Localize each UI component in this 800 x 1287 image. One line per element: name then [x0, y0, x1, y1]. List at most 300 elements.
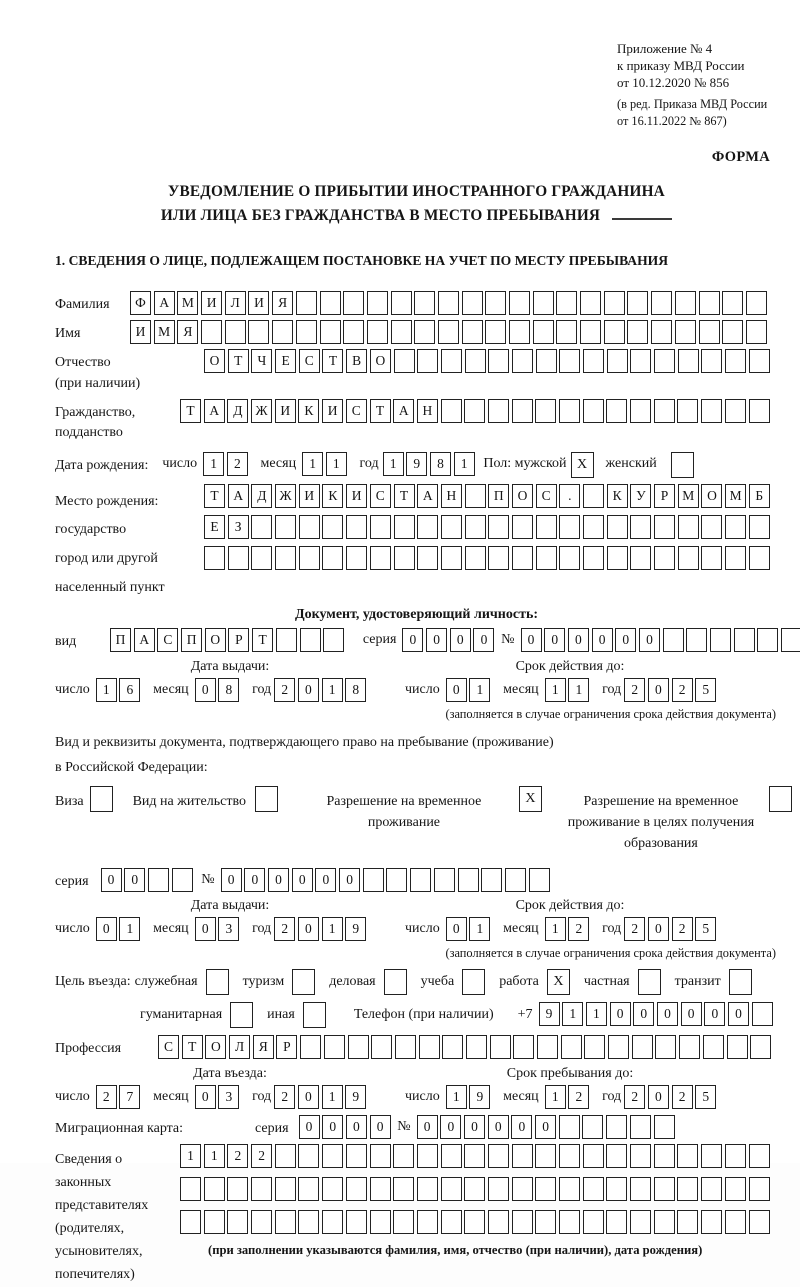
- char-cell[interactable]: [757, 628, 778, 652]
- char-cell[interactable]: 1: [204, 1144, 225, 1168]
- char-cell[interactable]: 0: [610, 1002, 631, 1026]
- char-cell[interactable]: [583, 399, 604, 423]
- char-cell[interactable]: С: [346, 399, 367, 423]
- char-cell[interactable]: А: [228, 484, 249, 508]
- char-cell[interactable]: С: [157, 628, 178, 652]
- char-cell[interactable]: 0: [315, 868, 336, 892]
- char-cell[interactable]: [438, 291, 459, 315]
- char-cell[interactable]: 2: [568, 917, 589, 941]
- char-cell[interactable]: [677, 1210, 698, 1234]
- char-cell[interactable]: 2: [672, 1085, 693, 1109]
- char-cell[interactable]: 2: [624, 678, 645, 702]
- char-cell[interactable]: 0: [681, 1002, 702, 1026]
- char-cell[interactable]: 1: [302, 452, 323, 476]
- char-cell[interactable]: С: [370, 484, 391, 508]
- char-cell[interactable]: Р: [654, 484, 675, 508]
- char-cell[interactable]: 0: [339, 868, 360, 892]
- char-cell[interactable]: [275, 515, 296, 539]
- char-cell[interactable]: Т: [252, 628, 273, 652]
- char-cell[interactable]: [686, 628, 707, 652]
- char-cell[interactable]: [441, 515, 462, 539]
- char-cell[interactable]: П: [181, 628, 202, 652]
- char-cell[interactable]: [441, 1210, 462, 1234]
- char-cell[interactable]: [727, 1035, 748, 1059]
- char-cell[interactable]: [679, 1035, 700, 1059]
- char-cell[interactable]: [465, 484, 486, 508]
- char-cell[interactable]: [699, 291, 720, 315]
- male-checkbox[interactable]: X: [571, 452, 594, 478]
- char-cell[interactable]: [346, 1210, 367, 1234]
- char-cell[interactable]: 0: [568, 628, 589, 652]
- char-cell[interactable]: [678, 349, 699, 373]
- char-cell[interactable]: О: [701, 484, 722, 508]
- char-cell[interactable]: 1: [469, 678, 490, 702]
- char-cell[interactable]: Я: [177, 320, 198, 344]
- char-cell[interactable]: 1: [586, 1002, 607, 1026]
- char-cell[interactable]: [604, 291, 625, 315]
- char-cell[interactable]: [346, 1144, 367, 1168]
- char-cell[interactable]: [675, 291, 696, 315]
- char-cell[interactable]: [559, 1115, 580, 1139]
- char-cell[interactable]: [750, 1035, 771, 1059]
- char-cell[interactable]: [481, 868, 502, 892]
- char-cell[interactable]: 2: [274, 1085, 295, 1109]
- temporary-residence-checkbox[interactable]: X: [519, 786, 542, 812]
- char-cell[interactable]: [583, 1177, 604, 1201]
- char-cell[interactable]: [752, 1002, 773, 1026]
- char-cell[interactable]: 0: [728, 1002, 749, 1026]
- char-cell[interactable]: [749, 1177, 770, 1201]
- char-cell[interactable]: [298, 1210, 319, 1234]
- char-cell[interactable]: 1: [322, 917, 343, 941]
- temporary-residence-education-checkbox[interactable]: [769, 786, 792, 812]
- char-cell[interactable]: [512, 546, 533, 570]
- char-cell[interactable]: [462, 291, 483, 315]
- char-cell[interactable]: Н: [417, 399, 438, 423]
- char-cell[interactable]: 0: [124, 868, 145, 892]
- char-cell[interactable]: [505, 868, 526, 892]
- purpose-other-checkbox[interactable]: [303, 1002, 326, 1028]
- char-cell[interactable]: [441, 349, 462, 373]
- char-cell[interactable]: [654, 1210, 675, 1234]
- char-cell[interactable]: Я: [272, 291, 293, 315]
- char-cell[interactable]: [701, 515, 722, 539]
- char-cell[interactable]: [654, 349, 675, 373]
- char-cell[interactable]: [703, 1035, 724, 1059]
- char-cell[interactable]: [391, 291, 412, 315]
- purpose-private-checkbox[interactable]: [638, 969, 661, 995]
- char-cell[interactable]: Т: [182, 1035, 203, 1059]
- visa-checkbox[interactable]: [90, 786, 113, 812]
- purpose-study-checkbox[interactable]: [462, 969, 485, 995]
- char-cell[interactable]: [300, 1035, 321, 1059]
- char-cell[interactable]: А: [204, 399, 225, 423]
- char-cell[interactable]: 0: [648, 917, 669, 941]
- char-cell[interactable]: [488, 1144, 509, 1168]
- char-cell[interactable]: [701, 1144, 722, 1168]
- char-cell[interactable]: И: [275, 399, 296, 423]
- char-cell[interactable]: О: [205, 628, 226, 652]
- char-cell[interactable]: 9: [345, 917, 366, 941]
- char-cell[interactable]: 0: [195, 1085, 216, 1109]
- char-cell[interactable]: [734, 628, 755, 652]
- char-cell[interactable]: А: [134, 628, 155, 652]
- char-cell[interactable]: [583, 1210, 604, 1234]
- char-cell[interactable]: [701, 1210, 722, 1234]
- char-cell[interactable]: [583, 546, 604, 570]
- char-cell[interactable]: О: [204, 349, 225, 373]
- char-cell[interactable]: 0: [446, 678, 467, 702]
- char-cell[interactable]: [225, 320, 246, 344]
- char-cell[interactable]: [201, 320, 222, 344]
- char-cell[interactable]: 0: [488, 1115, 509, 1139]
- char-cell[interactable]: Д: [227, 399, 248, 423]
- purpose-work-checkbox[interactable]: X: [547, 969, 570, 995]
- char-cell[interactable]: Р: [276, 1035, 297, 1059]
- purpose-tourism-checkbox[interactable]: [292, 969, 315, 995]
- char-cell[interactable]: [725, 1177, 746, 1201]
- char-cell[interactable]: [606, 1177, 627, 1201]
- char-cell[interactable]: [386, 868, 407, 892]
- char-cell[interactable]: 0: [704, 1002, 725, 1026]
- char-cell[interactable]: [559, 546, 580, 570]
- char-cell[interactable]: 9: [469, 1085, 490, 1109]
- char-cell[interactable]: [417, 1177, 438, 1201]
- char-cell[interactable]: 2: [672, 917, 693, 941]
- char-cell[interactable]: [749, 1210, 770, 1234]
- char-cell[interactable]: [464, 1144, 485, 1168]
- char-cell[interactable]: [746, 291, 767, 315]
- char-cell[interactable]: [512, 515, 533, 539]
- char-cell[interactable]: [627, 291, 648, 315]
- char-cell[interactable]: 0: [195, 917, 216, 941]
- char-cell[interactable]: М: [177, 291, 198, 315]
- char-cell[interactable]: [322, 1210, 343, 1234]
- char-cell[interactable]: Б: [749, 484, 770, 508]
- char-cell[interactable]: 0: [544, 628, 565, 652]
- char-cell[interactable]: [749, 349, 770, 373]
- char-cell[interactable]: [722, 320, 743, 344]
- char-cell[interactable]: М: [678, 484, 699, 508]
- char-cell[interactable]: [561, 1035, 582, 1059]
- char-cell[interactable]: [559, 1177, 580, 1201]
- char-cell[interactable]: [533, 291, 554, 315]
- char-cell[interactable]: И: [346, 484, 367, 508]
- char-cell[interactable]: [462, 320, 483, 344]
- char-cell[interactable]: [583, 349, 604, 373]
- char-cell[interactable]: [559, 349, 580, 373]
- char-cell[interactable]: [275, 1210, 296, 1234]
- char-cell[interactable]: К: [607, 484, 628, 508]
- char-cell[interactable]: Т: [228, 349, 249, 373]
- char-cell[interactable]: [148, 868, 169, 892]
- char-cell[interactable]: 1: [180, 1144, 201, 1168]
- char-cell[interactable]: О: [370, 349, 391, 373]
- char-cell[interactable]: [630, 349, 651, 373]
- char-cell[interactable]: [275, 546, 296, 570]
- char-cell[interactable]: [654, 399, 675, 423]
- char-cell[interactable]: 0: [657, 1002, 678, 1026]
- char-cell[interactable]: 1: [96, 678, 117, 702]
- char-cell[interactable]: Д: [251, 484, 272, 508]
- char-cell[interactable]: [275, 1177, 296, 1201]
- char-cell[interactable]: Т: [394, 484, 415, 508]
- char-cell[interactable]: 0: [101, 868, 122, 892]
- char-cell[interactable]: И: [322, 399, 343, 423]
- char-cell[interactable]: [509, 291, 530, 315]
- char-cell[interactable]: М: [154, 320, 175, 344]
- char-cell[interactable]: [513, 1035, 534, 1059]
- char-cell[interactable]: [556, 291, 577, 315]
- char-cell[interactable]: [441, 399, 462, 423]
- char-cell[interactable]: [296, 291, 317, 315]
- char-cell[interactable]: [485, 291, 506, 315]
- char-cell[interactable]: 0: [535, 1115, 556, 1139]
- char-cell[interactable]: 1: [203, 452, 224, 476]
- char-cell[interactable]: И: [130, 320, 151, 344]
- char-cell[interactable]: [227, 1177, 248, 1201]
- char-cell[interactable]: [606, 1210, 627, 1234]
- char-cell[interactable]: [251, 546, 272, 570]
- char-cell[interactable]: 2: [672, 678, 693, 702]
- char-cell[interactable]: [584, 1035, 605, 1059]
- char-cell[interactable]: [559, 1144, 580, 1168]
- char-cell[interactable]: 0: [639, 628, 660, 652]
- char-cell[interactable]: [630, 1210, 651, 1234]
- char-cell[interactable]: 0: [322, 1115, 343, 1139]
- char-cell[interactable]: [535, 1210, 556, 1234]
- char-cell[interactable]: 2: [251, 1144, 272, 1168]
- char-cell[interactable]: [701, 349, 722, 373]
- char-cell[interactable]: [604, 320, 625, 344]
- char-cell[interactable]: [630, 1177, 651, 1201]
- char-cell[interactable]: [559, 1210, 580, 1234]
- char-cell[interactable]: 1: [446, 1085, 467, 1109]
- char-cell[interactable]: [749, 399, 770, 423]
- char-cell[interactable]: [417, 349, 438, 373]
- char-cell[interactable]: [320, 291, 341, 315]
- char-cell[interactable]: [654, 515, 675, 539]
- char-cell[interactable]: 0: [440, 1115, 461, 1139]
- char-cell[interactable]: М: [725, 484, 746, 508]
- char-cell[interactable]: [343, 320, 364, 344]
- char-cell[interactable]: О: [512, 484, 533, 508]
- char-cell[interactable]: 0: [446, 917, 467, 941]
- char-cell[interactable]: 9: [345, 1085, 366, 1109]
- char-cell[interactable]: [363, 868, 384, 892]
- char-cell[interactable]: [701, 546, 722, 570]
- char-cell[interactable]: [559, 515, 580, 539]
- char-cell[interactable]: [394, 349, 415, 373]
- char-cell[interactable]: [512, 1144, 533, 1168]
- char-cell[interactable]: С: [299, 349, 320, 373]
- char-cell[interactable]: [465, 515, 486, 539]
- char-cell[interactable]: 0: [298, 917, 319, 941]
- char-cell[interactable]: [204, 1210, 225, 1234]
- char-cell[interactable]: 1: [326, 452, 347, 476]
- char-cell[interactable]: [710, 628, 731, 652]
- char-cell[interactable]: [438, 320, 459, 344]
- char-cell[interactable]: Ф: [130, 291, 151, 315]
- char-cell[interactable]: [434, 868, 455, 892]
- char-cell[interactable]: [725, 1144, 746, 1168]
- char-cell[interactable]: [746, 320, 767, 344]
- char-cell[interactable]: [371, 1035, 392, 1059]
- char-cell[interactable]: [322, 546, 343, 570]
- char-cell[interactable]: 0: [298, 1085, 319, 1109]
- char-cell[interactable]: [251, 1177, 272, 1201]
- char-cell[interactable]: 1: [545, 917, 566, 941]
- char-cell[interactable]: Ж: [275, 484, 296, 508]
- char-cell[interactable]: Р: [228, 628, 249, 652]
- char-cell[interactable]: [272, 320, 293, 344]
- char-cell[interactable]: 1: [119, 917, 140, 941]
- char-cell[interactable]: [441, 546, 462, 570]
- char-cell[interactable]: [678, 515, 699, 539]
- char-cell[interactable]: [512, 399, 533, 423]
- char-cell[interactable]: [677, 399, 698, 423]
- char-cell[interactable]: К: [322, 484, 343, 508]
- char-cell[interactable]: 9: [406, 452, 427, 476]
- char-cell[interactable]: [488, 1177, 509, 1201]
- char-cell[interactable]: [322, 1144, 343, 1168]
- char-cell[interactable]: [580, 291, 601, 315]
- char-cell[interactable]: [324, 1035, 345, 1059]
- char-cell[interactable]: 0: [195, 678, 216, 702]
- char-cell[interactable]: [655, 1035, 676, 1059]
- char-cell[interactable]: [370, 1177, 391, 1201]
- char-cell[interactable]: 1: [322, 1085, 343, 1109]
- char-cell[interactable]: 0: [521, 628, 542, 652]
- char-cell[interactable]: [512, 349, 533, 373]
- char-cell[interactable]: 1: [454, 452, 475, 476]
- female-checkbox[interactable]: [671, 452, 694, 478]
- char-cell[interactable]: [512, 1210, 533, 1234]
- char-cell[interactable]: .: [559, 484, 580, 508]
- char-cell[interactable]: Ж: [251, 399, 272, 423]
- char-cell[interactable]: [296, 320, 317, 344]
- char-cell[interactable]: [442, 1035, 463, 1059]
- char-cell[interactable]: [172, 868, 193, 892]
- char-cell[interactable]: [606, 399, 627, 423]
- char-cell[interactable]: З: [228, 515, 249, 539]
- char-cell[interactable]: 0: [292, 868, 313, 892]
- char-cell[interactable]: [417, 515, 438, 539]
- char-cell[interactable]: [725, 349, 746, 373]
- char-cell[interactable]: [370, 546, 391, 570]
- char-cell[interactable]: 2: [227, 1144, 248, 1168]
- char-cell[interactable]: 3: [218, 917, 239, 941]
- char-cell[interactable]: Т: [204, 484, 225, 508]
- char-cell[interactable]: [441, 1177, 462, 1201]
- char-cell[interactable]: [606, 1115, 627, 1139]
- char-cell[interactable]: [583, 515, 604, 539]
- char-cell[interactable]: 1: [383, 452, 404, 476]
- char-cell[interactable]: [725, 399, 746, 423]
- char-cell[interactable]: [722, 291, 743, 315]
- char-cell[interactable]: [417, 546, 438, 570]
- char-cell[interactable]: [535, 399, 556, 423]
- char-cell[interactable]: 3: [218, 1085, 239, 1109]
- char-cell[interactable]: [536, 515, 557, 539]
- char-cell[interactable]: [298, 1177, 319, 1201]
- char-cell[interactable]: 7: [119, 1085, 140, 1109]
- char-cell[interactable]: [464, 399, 485, 423]
- char-cell[interactable]: [701, 399, 722, 423]
- char-cell[interactable]: [559, 399, 580, 423]
- char-cell[interactable]: П: [110, 628, 131, 652]
- char-cell[interactable]: [180, 1210, 201, 1234]
- char-cell[interactable]: 0: [346, 1115, 367, 1139]
- char-cell[interactable]: [654, 1144, 675, 1168]
- char-cell[interactable]: 9: [539, 1002, 560, 1026]
- char-cell[interactable]: [465, 349, 486, 373]
- char-cell[interactable]: Л: [229, 1035, 250, 1059]
- char-cell[interactable]: [677, 1144, 698, 1168]
- char-cell[interactable]: [651, 320, 672, 344]
- purpose-commercial-checkbox[interactable]: [384, 969, 407, 995]
- char-cell[interactable]: [393, 1210, 414, 1234]
- char-cell[interactable]: [394, 546, 415, 570]
- char-cell[interactable]: [556, 320, 577, 344]
- char-cell[interactable]: [630, 1115, 651, 1139]
- char-cell[interactable]: [651, 291, 672, 315]
- char-cell[interactable]: К: [298, 399, 319, 423]
- char-cell[interactable]: 8: [345, 678, 366, 702]
- char-cell[interactable]: [608, 1035, 629, 1059]
- char-cell[interactable]: [535, 1177, 556, 1201]
- char-cell[interactable]: [320, 320, 341, 344]
- char-cell[interactable]: [367, 320, 388, 344]
- char-cell[interactable]: [749, 546, 770, 570]
- char-cell[interactable]: 0: [96, 917, 117, 941]
- char-cell[interactable]: [466, 1035, 487, 1059]
- char-cell[interactable]: [536, 349, 557, 373]
- char-cell[interactable]: [725, 1210, 746, 1234]
- char-cell[interactable]: [417, 1210, 438, 1234]
- char-cell[interactable]: [458, 868, 479, 892]
- char-cell[interactable]: [391, 320, 412, 344]
- char-cell[interactable]: [632, 1035, 653, 1059]
- char-cell[interactable]: [749, 515, 770, 539]
- char-cell[interactable]: [490, 1035, 511, 1059]
- char-cell[interactable]: [725, 546, 746, 570]
- char-cell[interactable]: 0: [298, 678, 319, 702]
- char-cell[interactable]: [465, 546, 486, 570]
- char-cell[interactable]: [630, 515, 651, 539]
- char-cell[interactable]: [488, 349, 509, 373]
- char-cell[interactable]: Т: [370, 399, 391, 423]
- char-cell[interactable]: О: [205, 1035, 226, 1059]
- char-cell[interactable]: [370, 1210, 391, 1234]
- char-cell[interactable]: П: [488, 484, 509, 508]
- char-cell[interactable]: 1: [469, 917, 490, 941]
- char-cell[interactable]: [248, 320, 269, 344]
- char-cell[interactable]: [488, 546, 509, 570]
- char-cell[interactable]: [322, 515, 343, 539]
- char-cell[interactable]: [299, 546, 320, 570]
- char-cell[interactable]: И: [201, 291, 222, 315]
- purpose-transit-checkbox[interactable]: [729, 969, 752, 995]
- char-cell[interactable]: [630, 399, 651, 423]
- char-cell[interactable]: [346, 1177, 367, 1201]
- char-cell[interactable]: [677, 1177, 698, 1201]
- char-cell[interactable]: [654, 1115, 675, 1139]
- char-cell[interactable]: [607, 349, 628, 373]
- char-cell[interactable]: [393, 1144, 414, 1168]
- char-cell[interactable]: [370, 1144, 391, 1168]
- char-cell[interactable]: [678, 546, 699, 570]
